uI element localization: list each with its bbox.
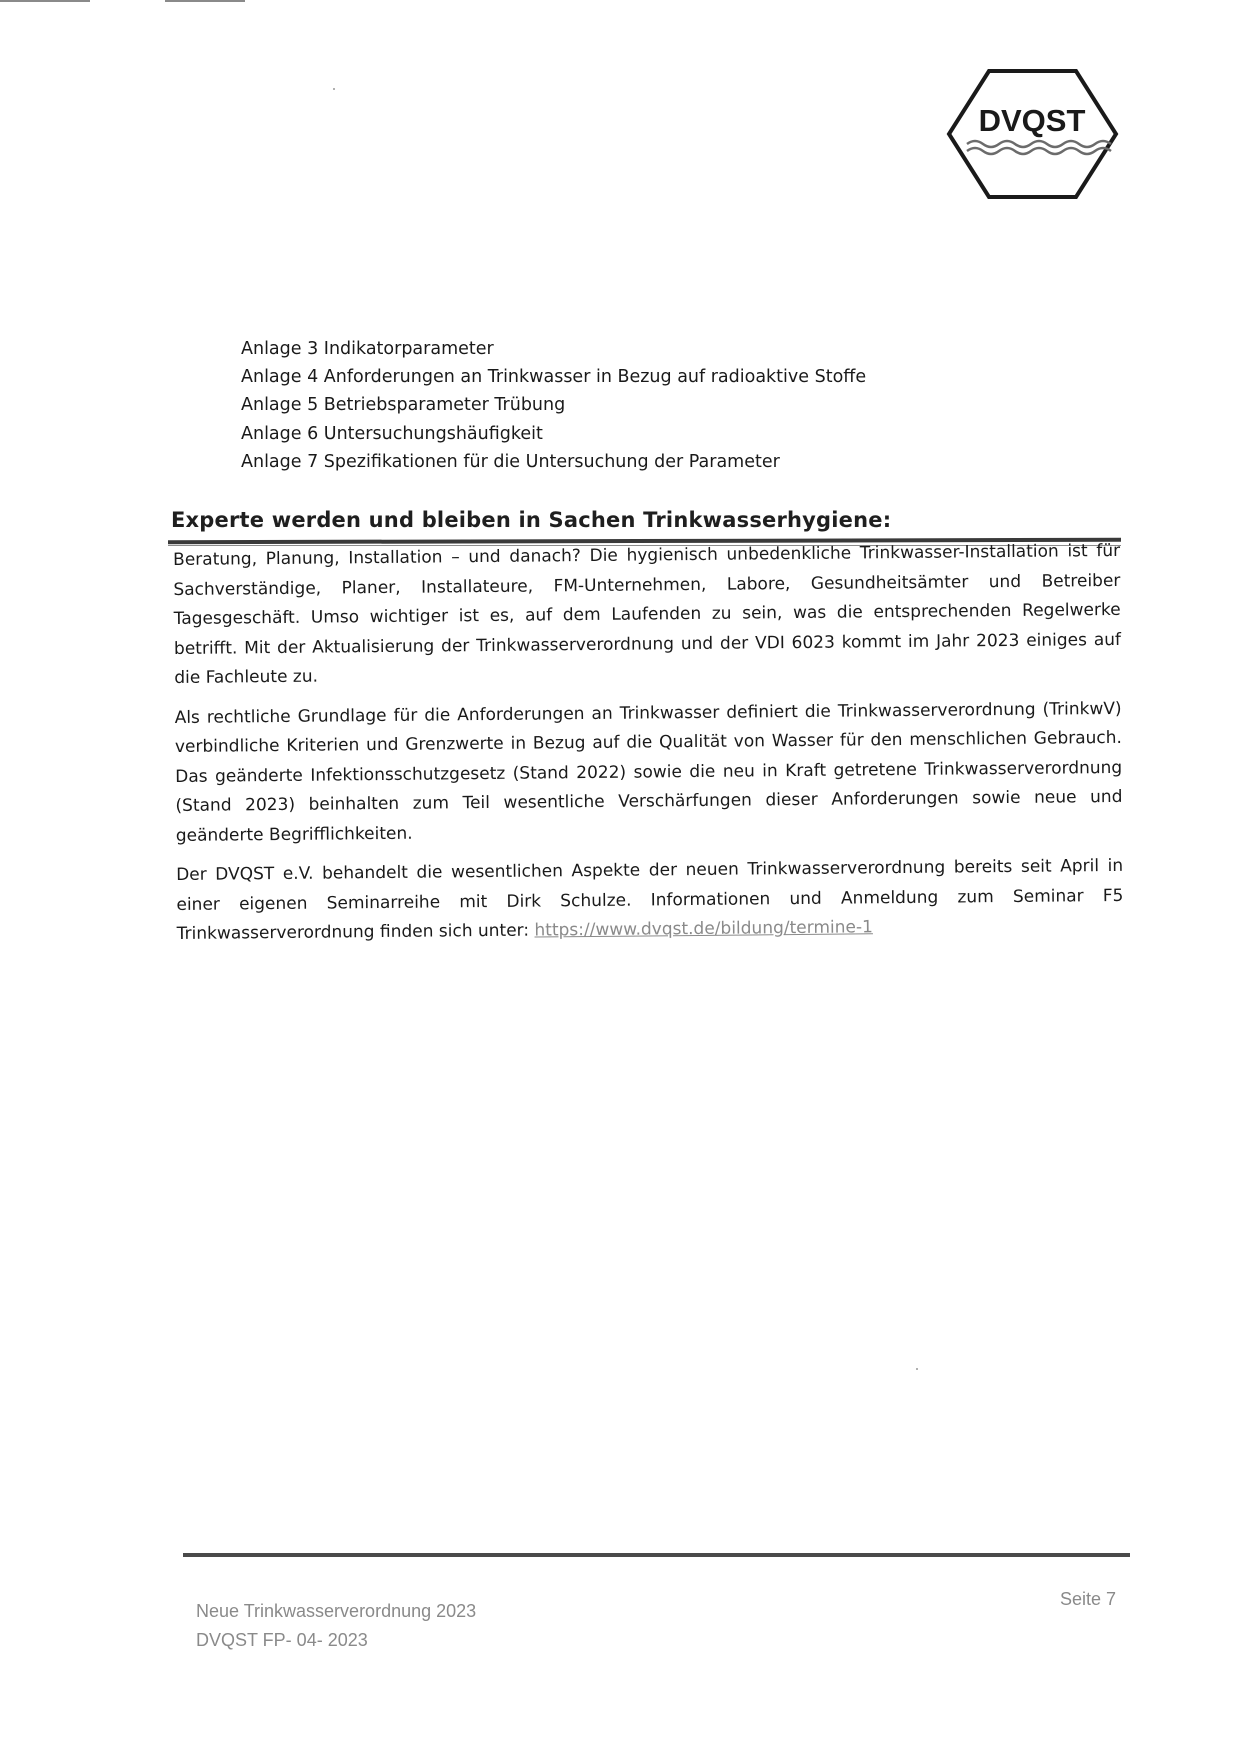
section-body	[173, 537, 1124, 960]
paragraph: Als rechtliche Grundlage für die Anforderungen an Trinkwasser definiert die Trinkwasserverordnung (TrinkwV) verbindliche Kriterien und Grenzwerte in Bezug auf die Qualität von Wasser für den menschlichen Gebrauch. Das geänderte Infektionsschutzgesetz (Stand 2022) sowie die neu in Kraft getretene Trinkwasserverordnung (Stand 2023) beinhalten zum Teil wesentliche Verschärfungen dieser Anforderungen sowie neue und geänderte Begrifflichkeiten.	[174, 698, 1123, 846]
scan-speck	[916, 1368, 918, 1370]
page-number: Seite 7	[1060, 1589, 1117, 1609]
footer-doc-id: DVQST FP- 04- 2023	[196, 1630, 368, 1650]
annex-item: Anlage 6 Untersuchungshäufigkeit	[241, 423, 543, 444]
section-heading: Experte werden und bleiben in Sachen Trinkwasserhygiene:	[171, 508, 892, 532]
footer-title: Neue Trinkwasserverordnung 2023	[196, 1601, 477, 1621]
scan-artifact	[0, 0, 90, 2]
paragraph: Beratung, Planung, Installation – und danach? Die hygienisch unbedenkliche Trinkwasser-Installation ist für Sachverständige, Planer, Installateure, FM-Unternehmen, Labore, Gesundheitsämter und Betreiber Tagesgeschäft. Umso wichtiger ist es, auf dem Laufenden zu sein, was die entsprechenden Regelwerke betrifft. Mit der Aktualisierung der Trinkwasserverordnung und der VDI 6023 kommt im Jahr 2023 einiges auf die Fachleute zu.	[173, 540, 1122, 688]
annex-item: Anlage 5 Betriebsparameter Trübung	[241, 395, 566, 416]
annex-list	[241, 335, 866, 476]
paragraph-text: Der DVQST e.V. behandelt die wesentlichen Aspekte der neuen Trinkwasserverordnung bereits seit April in einer eigenen Seminarreihe mit Dirk Schulze. Informationen und Anmeldung zum Seminar F5 Trinkwasserverordnung finden sich unter:	[176, 855, 1124, 944]
annex-item: Anlage 3 Indikatorparameter	[241, 339, 494, 359]
paragraph	[176, 852, 1124, 950]
scan-speck	[333, 88, 335, 90]
footer-info	[196, 1597, 476, 1655]
dvqst-logo	[945, 68, 1120, 200]
annex-item: Anlage 7 Spezifikationen für die Untersuchung der Parameter	[241, 451, 780, 472]
seminar-link[interactable]: https://www.dvqst.de/bildung/termine-1	[534, 917, 873, 941]
footer-divider	[183, 1553, 1130, 1557]
scan-artifact	[165, 0, 245, 2]
annex-item: Anlage 4 Anforderungen an Trinkwasser in Bezug auf radioaktive Stoffe	[241, 367, 867, 388]
logo-text: DVQST	[978, 103, 1086, 138]
